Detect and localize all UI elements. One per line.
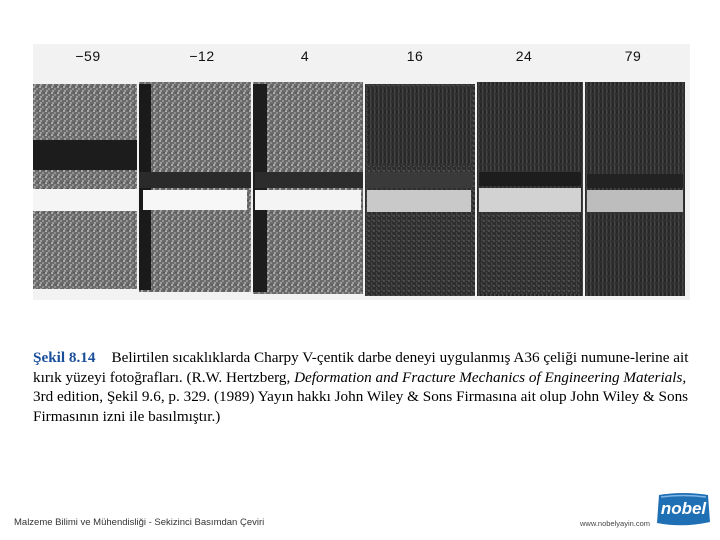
specimen-minus12	[139, 82, 251, 292]
temp-label: −12	[189, 48, 215, 64]
figure-number: Şekil 8.14	[33, 349, 96, 366]
specimen-minus59	[33, 84, 137, 289]
specimen-16	[365, 84, 475, 296]
specimen-4	[253, 82, 363, 294]
temp-label: −59	[75, 48, 101, 64]
specimen-24	[477, 82, 583, 296]
temp-label: 79	[624, 48, 642, 64]
footer-url[interactable]: www.nobelyayin.com	[580, 519, 651, 528]
temperature-labels	[33, 48, 690, 68]
specimen-79	[585, 82, 685, 296]
temp-label: 16	[406, 48, 424, 64]
temp-label: 24	[515, 48, 533, 64]
caption-text: Belirtilen sıcaklıklarda Charpy V-çentik darbe deneyi uygulanmış A36 çeliği numune-lerine ait kırık yüzeyi fotoğrafları. (R.W. Hertzberg,	[33, 349, 689, 386]
footer-book-title: Malzeme Bilimi ve Mühendisliği - Sekizinci Basımdan Çeviri	[14, 517, 265, 528]
temp-label: 4	[300, 48, 310, 64]
charpy-fracture-photo	[33, 44, 690, 300]
figure-caption	[33, 348, 698, 426]
book-title: Deformation and Fracture Mechanics of Engineering Materials,	[294, 368, 687, 386]
caption-text-rest: 3rd edition, Şekil 9.6, p. 329. (1989) Yayın hakkı John Wiley & Sons Firmasına ait olup John Wiley & Sons Firmasının izni ile basılmıştır.)	[33, 388, 689, 425]
logo-text: nobel	[660, 499, 707, 518]
nobel-logo	[655, 492, 712, 528]
